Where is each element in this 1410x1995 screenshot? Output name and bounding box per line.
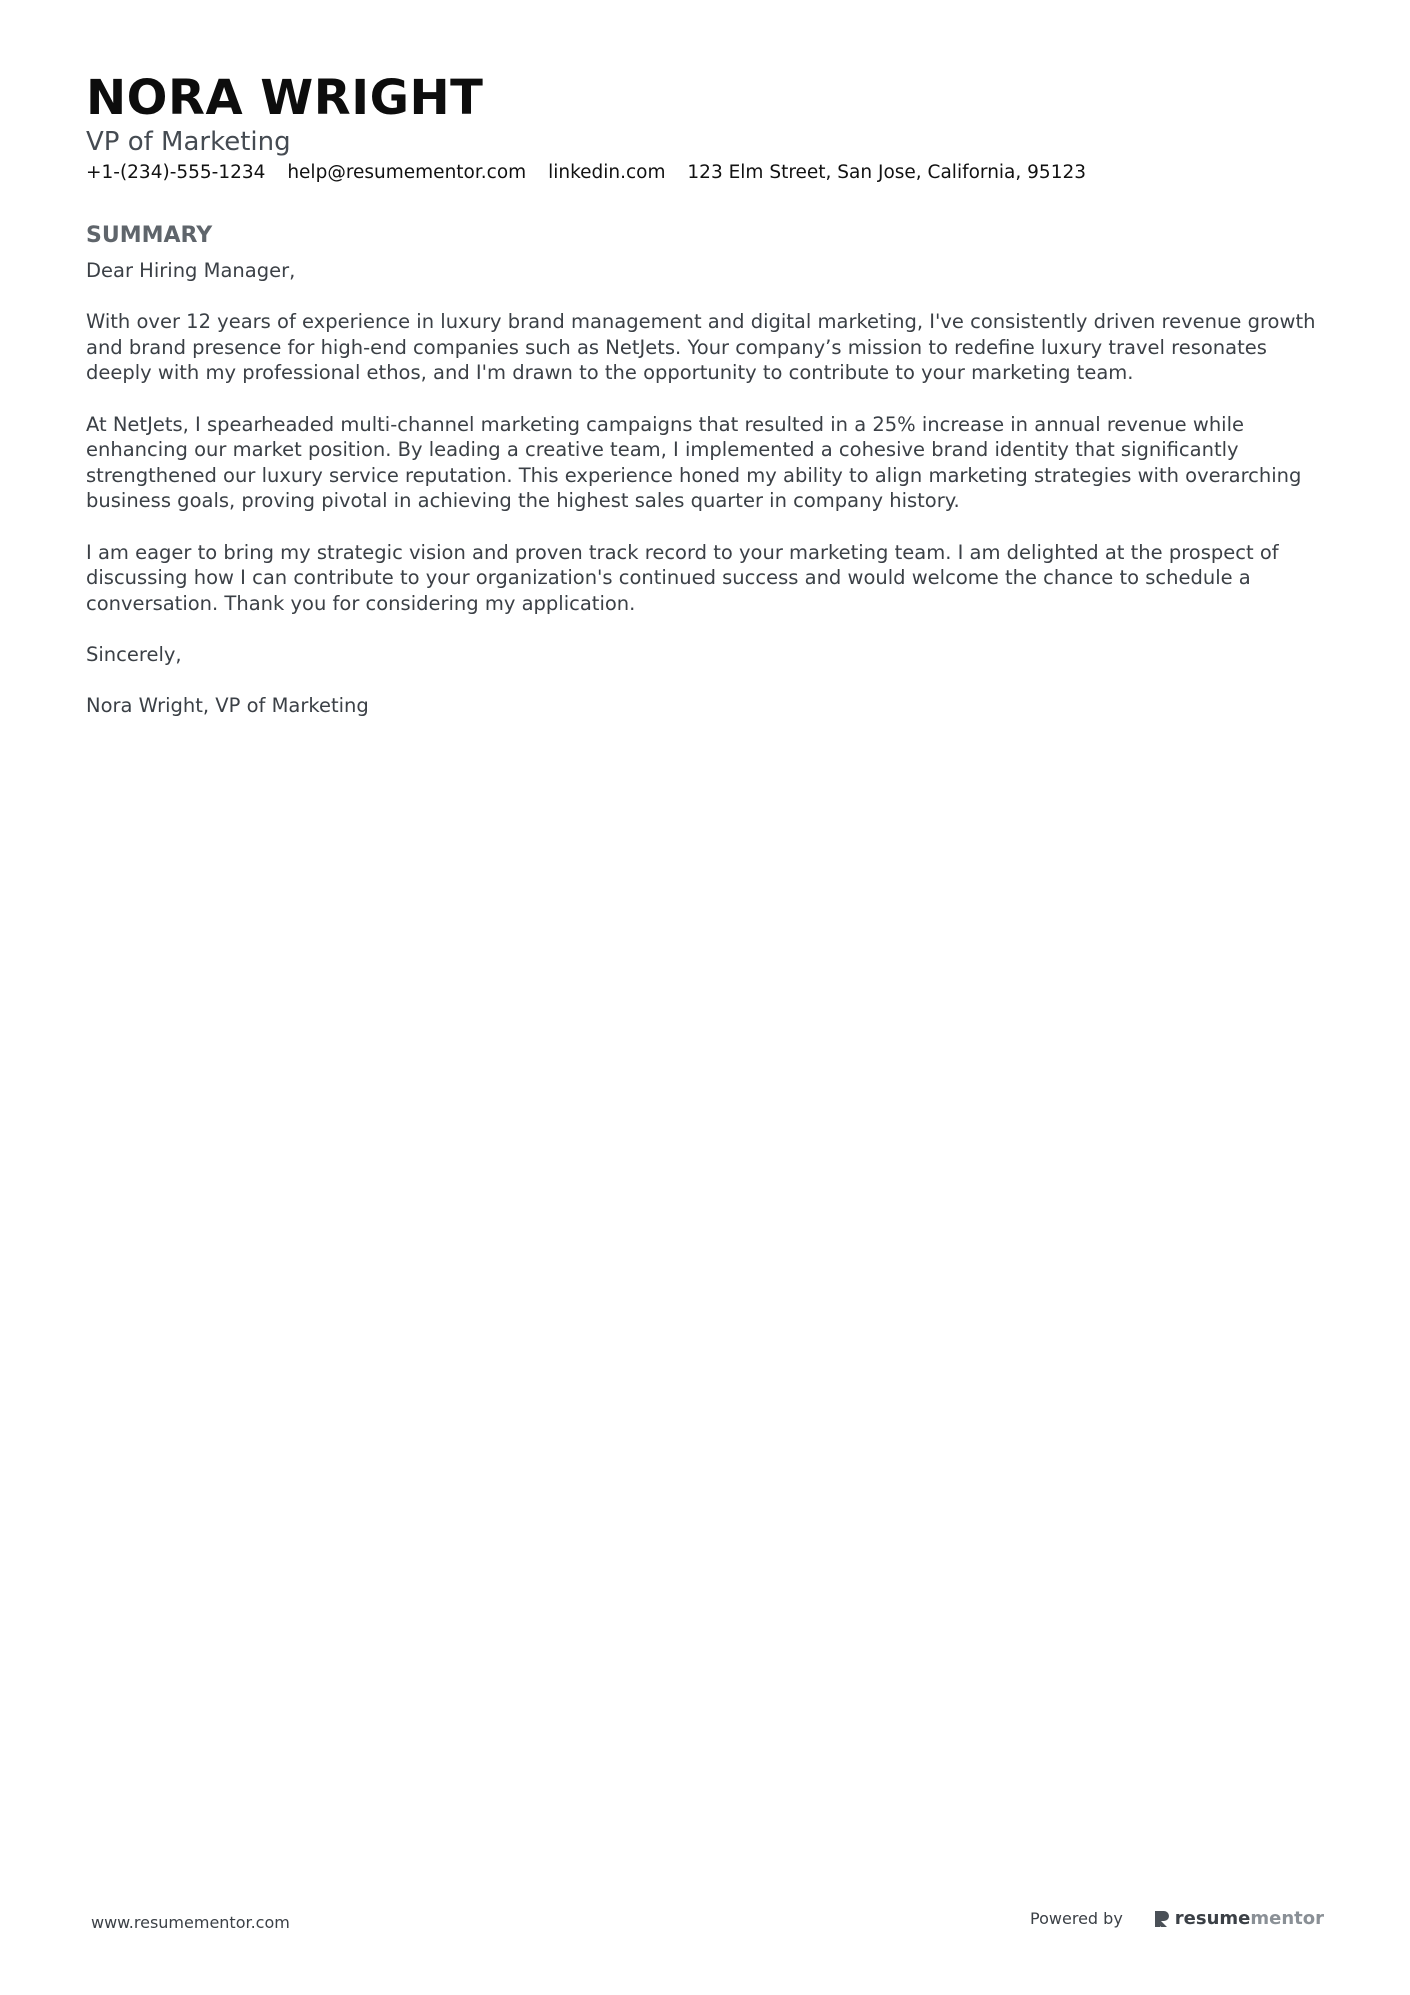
contact-phone[interactable]: +1-(234)-555-1234 (86, 162, 266, 183)
section-title-summary: SUMMARY (86, 223, 213, 248)
letter-paragraph: With over 12 years of experience in luxury brand management and digital marketing, I've consistently driven revenue growth and brand presence for high-end companies such as NetJets. Your company’s mission to redefine luxury travel resonates deeply with my professional ethos, and I'm drawn to the opportunity to contribute to your marketing team. (86, 310, 1316, 385)
brand-name-strong: resume (1174, 1908, 1251, 1929)
contact-line (86, 160, 1336, 186)
letter-signature: Nora Wright, VP of Marketing (86, 694, 369, 718)
letter-paragraph: At NetJets, I spearheaded multi-channel marketing campaigns that resulted in a 25% increase in annual revenue while enhancing our market position. By leading a creative team, I implemented a cohesive brand identity that significantly strengthened our luxury service reputation. This experience honed my ability to align marketing strategies with overarching business goals, proving pivotal in achieving the highest sales quarter in company history. (86, 412, 1302, 513)
powered-by-label: Powered by (1030, 1909, 1123, 1928)
letter-paragraph: I am eager to bring my strategic vision and proven track record to your marketing team. I am delighted at the prospect of discussing how I can contribute to your organization's continued success and would welcome the chance to schedule a conversation. Thank you for considering my application. (86, 540, 1279, 615)
brand-name-light: mentor (1250, 1908, 1324, 1929)
footer-branding (1030, 1908, 1324, 1929)
applicant-role: VP of Marketing (86, 127, 291, 157)
brand-logo[interactable] (1153, 1908, 1324, 1929)
contact-email[interactable]: help@resumementor.com (287, 162, 527, 183)
applicant-name: NORA WRIGHT (86, 70, 484, 126)
resumementor-logo-icon (1153, 1909, 1171, 1929)
letter-closing: Sincerely, (86, 642, 182, 666)
footer-website[interactable]: www.resumementor.com (91, 1913, 290, 1932)
cover-letter-page (86, 70, 1336, 744)
letter-body (86, 258, 1336, 719)
contact-website[interactable]: linkedin.com (548, 162, 666, 183)
letter-greeting: Dear Hiring Manager, (86, 259, 296, 282)
contact-address: 123 Elm Street, San Jose, California, 95123 (687, 162, 1087, 183)
